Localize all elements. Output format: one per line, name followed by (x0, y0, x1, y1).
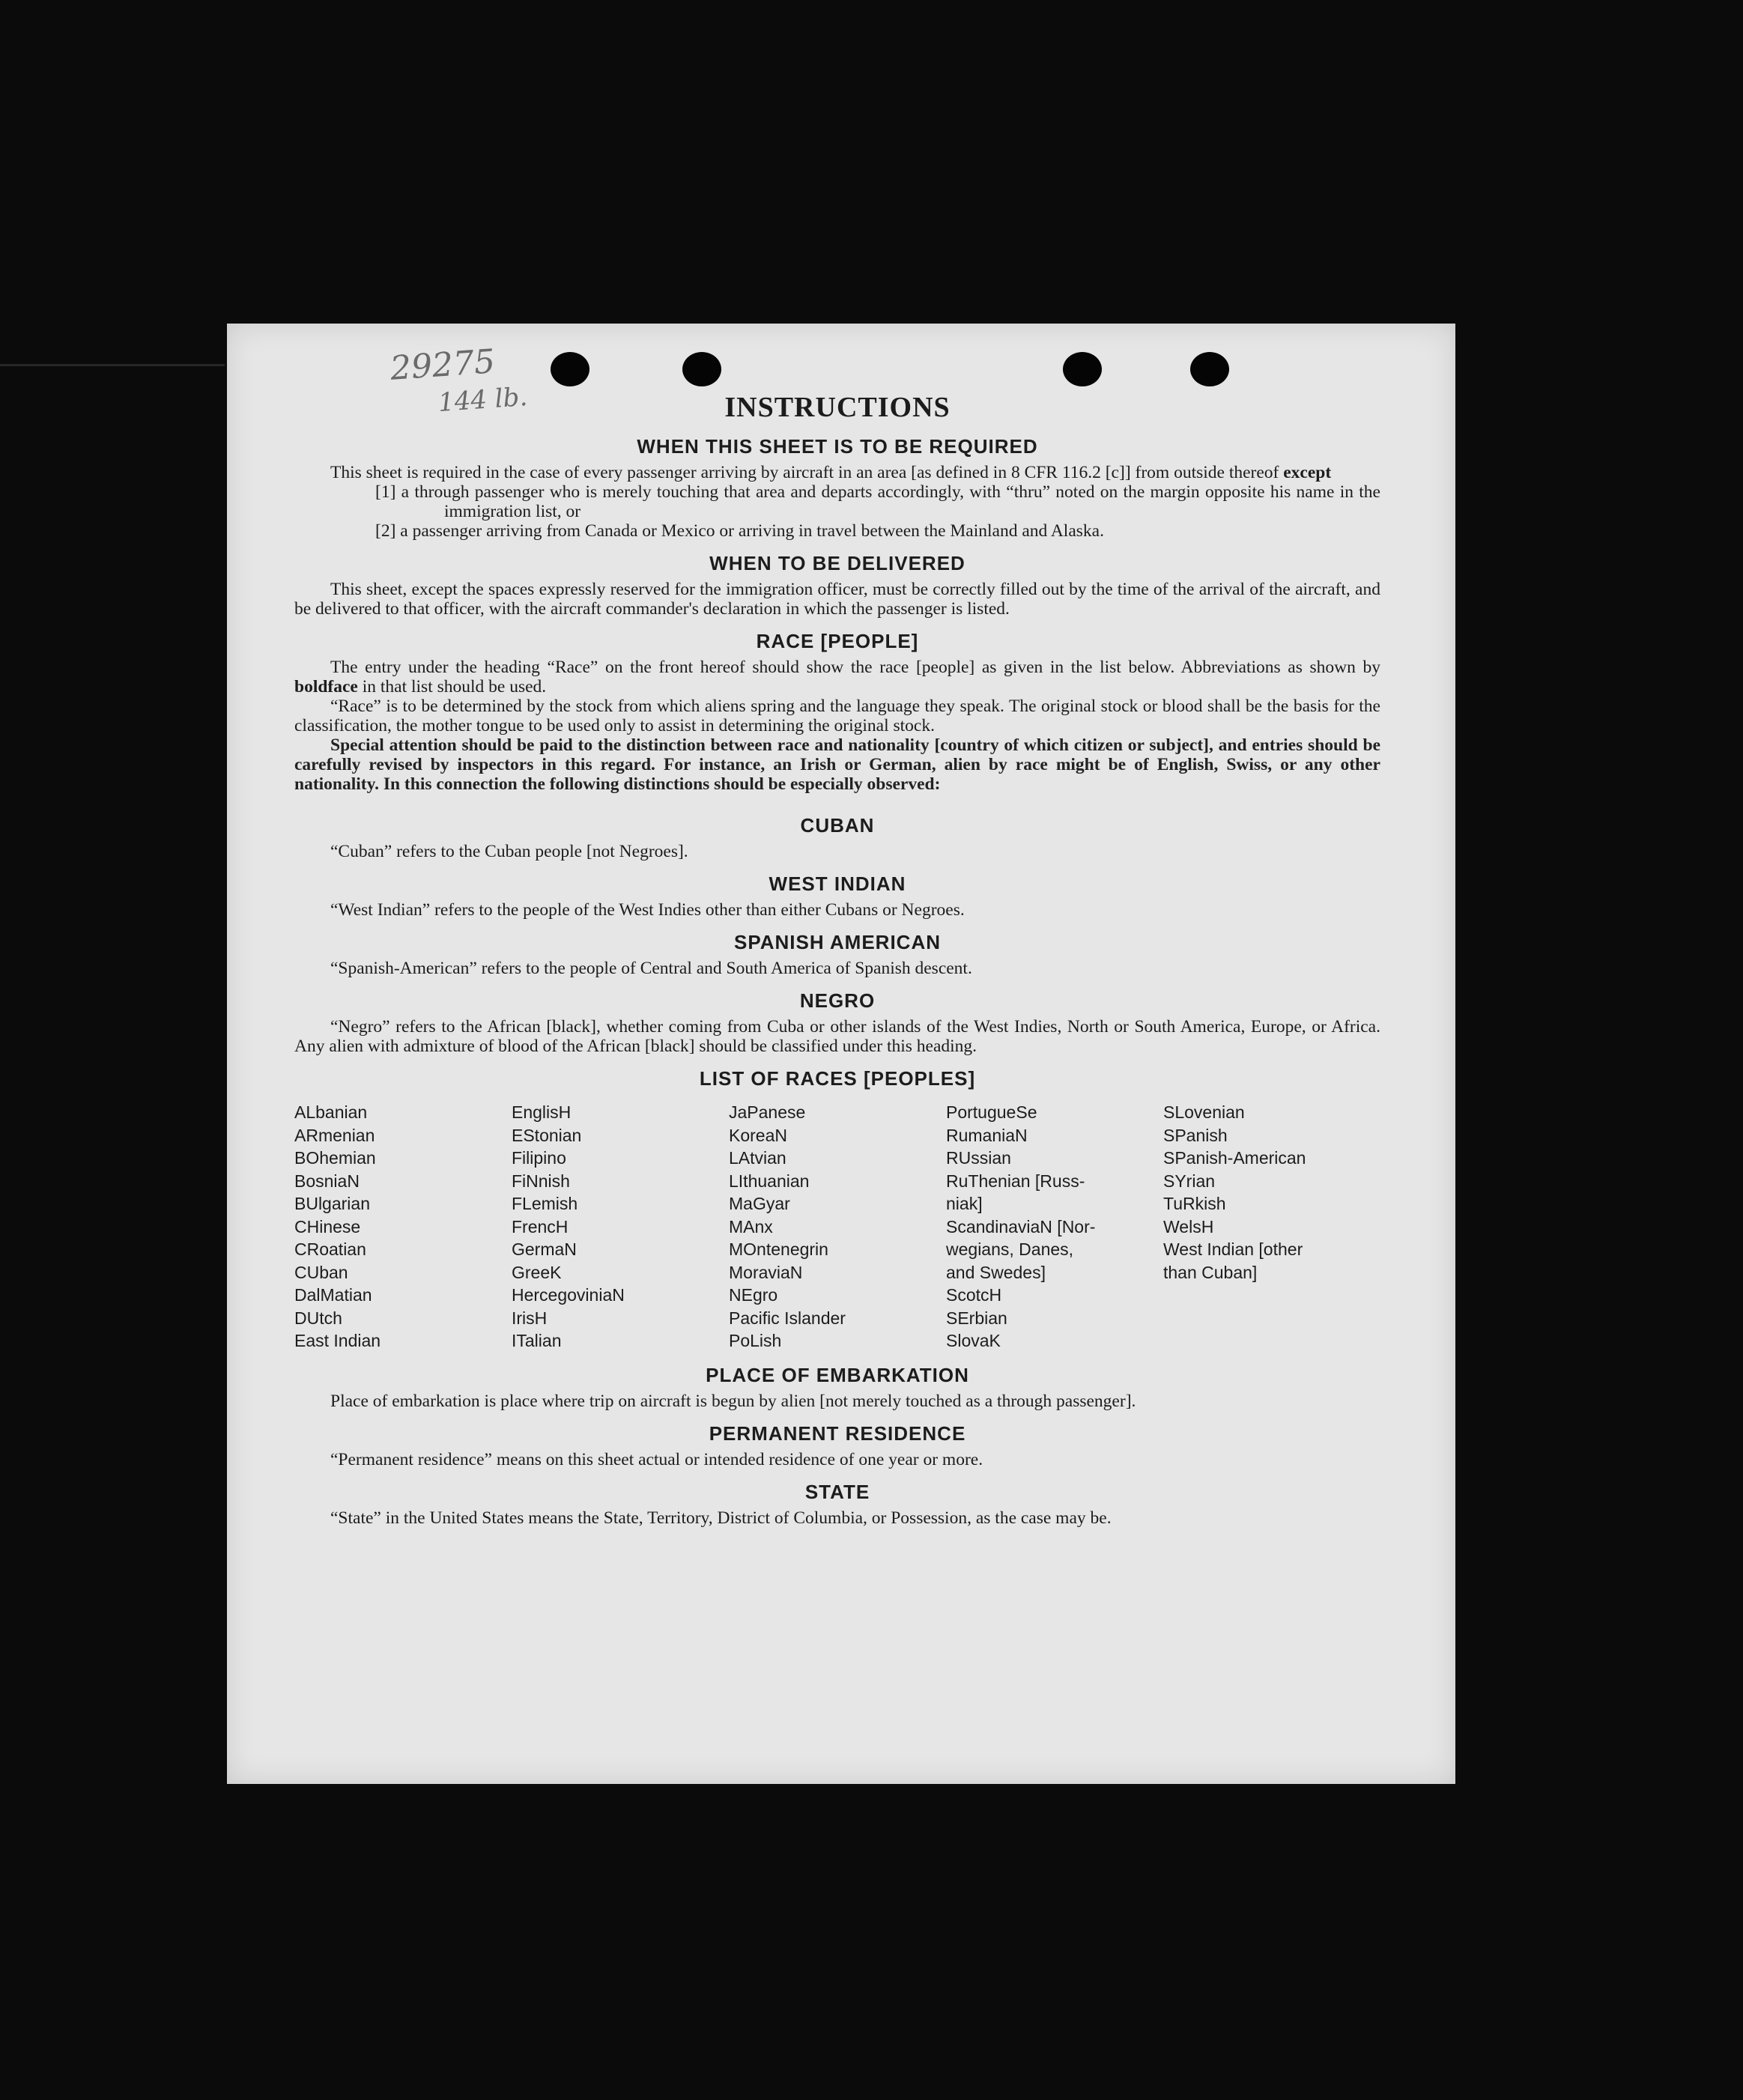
race-item: MoraviaN (729, 1262, 803, 1282)
race-item: BosniaN (294, 1171, 360, 1191)
instructions-content (294, 391, 1380, 1528)
punch-hole (1190, 352, 1229, 386)
race-item: ARmenian (294, 1125, 375, 1145)
section-heading-state: STATE (804, 1480, 870, 1503)
race-item: CRoatian (294, 1239, 366, 1259)
race-item: FLemish (512, 1194, 578, 1213)
race-item: GreeK (512, 1262, 562, 1282)
race-item: HercegoviniaN (512, 1285, 625, 1305)
race-item: RuThenian [Russ- niak] (946, 1171, 1085, 1213)
punch-hole (1063, 352, 1102, 386)
race-item: SErbian (946, 1308, 1007, 1328)
race-item: EStonian (512, 1125, 582, 1145)
section-heading-list-of-races: LIST OF RACES [PEOPLES] (699, 1067, 976, 1090)
section-heading-race: RACE [PEOPLE] (756, 630, 919, 652)
race-item: CHinese (294, 1216, 361, 1236)
section-heading-when-required: WHEN THIS SHEET IS TO BE REQUIRED (637, 435, 1038, 458)
race-item: SLovenian (1163, 1102, 1245, 1122)
race-item: KoreaN (729, 1125, 787, 1145)
race-item: GermaN (512, 1239, 577, 1259)
document-page (227, 324, 1455, 1784)
when-required-intro: This sheet is required in the case of every passenger arriving by aircraft in an area [as defined in 8 CFR 116.2 [c]] from outside thereof except (330, 463, 1332, 482)
race-item: PortugueSe (946, 1102, 1037, 1122)
section-heading-negro: NEGRO (799, 989, 876, 1012)
race-item: EnglisH (512, 1102, 572, 1122)
race-item: RUssian (946, 1148, 1011, 1168)
race-item: CUban (294, 1262, 348, 1282)
race-item: ALbanian (294, 1102, 368, 1122)
page-title: INSTRUCTIONS (724, 392, 951, 423)
race-item: West Indian [other than Cuban] (1163, 1239, 1303, 1282)
state-text: “State” in the United States means the State, Territory, District of Columbia, or Possession, as the case may be. (330, 1508, 1112, 1528)
race-item: NEgro (729, 1285, 778, 1305)
races-column-3 (729, 1101, 946, 1353)
punch-hole (551, 352, 589, 386)
races-column-1 (294, 1101, 512, 1353)
race-item: BUlgarian (294, 1194, 370, 1213)
race-item: PoLish (729, 1331, 782, 1350)
race-item: WelsH (1163, 1216, 1214, 1236)
races-column-5 (1163, 1101, 1380, 1353)
race-paragraph-1: The entry under the heading “Race” on the front hereof should show the race [people] as given in the list below. Abbreviations as shown by boldface in that list should be used. (294, 658, 1380, 697)
race-item: MaGyar (729, 1194, 790, 1213)
race-item: SYrian (1163, 1171, 1216, 1191)
race-item: ScotcH (946, 1285, 1002, 1305)
races-column-2 (512, 1101, 729, 1353)
when-delivered-text: This sheet, except the spaces expressly reserved for the immigration officer, must be correctly filled out by the time of the arrival of the aircraft, and be delivered to that officer, with the aircraft commander's declaration in which the passenger is listed. (294, 580, 1380, 619)
spanish-american-text: “Spanish-American” refers to the people of Central and South America of Spanish descent. (330, 959, 972, 978)
race-item: SlovaK (946, 1331, 1001, 1350)
races-list (294, 1101, 1380, 1353)
race-item: SPanish-American (1163, 1148, 1306, 1168)
exception-2: [2] a passenger arriving from Canada or Mexico or arriving in travel between the Mainland and Alaska. (375, 521, 1104, 541)
race-item: FrencH (512, 1216, 569, 1236)
race-item: East Indian (294, 1331, 381, 1350)
cuban-text: “Cuban” refers to the Cuban people [not Negroes]. (330, 842, 688, 861)
race-item: Filipino (512, 1148, 566, 1168)
negro-text: “Negro” refers to the African [black], whether coming from Cuba or other islands of the West Indies, North or South America, Europe, or Africa. Any alien with admixture of blood of the African [black] should be classified under this heading. (294, 1017, 1380, 1056)
scan-edge-line (0, 364, 225, 366)
race-item: FiNnish (512, 1171, 570, 1191)
place-of-embarkation-text: Place of embarkation is place where trip on aircraft is begun by alien [not merely touched as a through passenger]. (330, 1391, 1136, 1411)
race-paragraph-2: “Race” is to be determined by the stock from which aliens spring and the language they speak. The original stock or blood shall be the basis for the classification, the mother tongue to be used only to assist in determining the original stock. (294, 697, 1380, 735)
race-item: IrisH (512, 1308, 548, 1328)
race-item: JaPanese (729, 1102, 806, 1122)
section-heading-when-delivered: WHEN TO BE DELIVERED (709, 552, 966, 574)
west-indian-text: “West Indian” refers to the people of the West Indies other than either Cubans or Negroes. (330, 900, 965, 920)
race-item: TuRkish (1163, 1194, 1226, 1213)
race-item: Pacific Islander (729, 1308, 846, 1328)
race-item: ScandinaviaN [Nor- wegians, Danes, and Swedes] (946, 1216, 1096, 1282)
section-heading-spanish-american: SPANISH AMERICAN (733, 931, 941, 953)
punch-hole (682, 352, 721, 386)
section-heading-place-of-embarkation: PLACE OF EMBARKATION (706, 1363, 969, 1386)
race-item: DalMatian (294, 1285, 372, 1305)
race-item: LAtvian (729, 1148, 786, 1168)
section-heading-permanent-residence: PERMANENT RESIDENCE (709, 1421, 966, 1445)
race-item: LIthuanian (729, 1171, 810, 1191)
section-heading-cuban: CUBAN (800, 814, 875, 837)
handwritten-weight: 144 lb. (437, 381, 529, 419)
race-item: RumaniaN (946, 1125, 1028, 1145)
race-item: ITalian (512, 1331, 562, 1350)
race-item: MOntenegrin (729, 1239, 828, 1259)
race-item: MAnx (729, 1216, 773, 1236)
handwritten-number: 29275 (389, 342, 497, 388)
race-item: BOhemian (294, 1148, 376, 1168)
permanent-residence-text: “Permanent residence” means on this sheet actual or intended residence of one year or more. (330, 1449, 983, 1469)
race-item: DUtch (294, 1308, 342, 1328)
race-item: SPanish (1163, 1125, 1228, 1145)
exception-1: [1] a through passenger who is merely touching that area and departs accordingly, with “thru” noted on the margin opposite his name in the immigration list, or (375, 482, 1380, 521)
section-heading-west-indian: WEST INDIAN (769, 873, 906, 895)
races-column-4 (946, 1101, 1163, 1353)
race-paragraph-3: Special attention should be paid to the distinction between race and nationality [country of which citizen or subject], and entries should be carefully revised by inspectors in this regard. For instance, an Irish or German, alien by race might be of English, Swiss, or any other nationality. In this connection the following distinctions should be especially observed: (294, 735, 1380, 794)
